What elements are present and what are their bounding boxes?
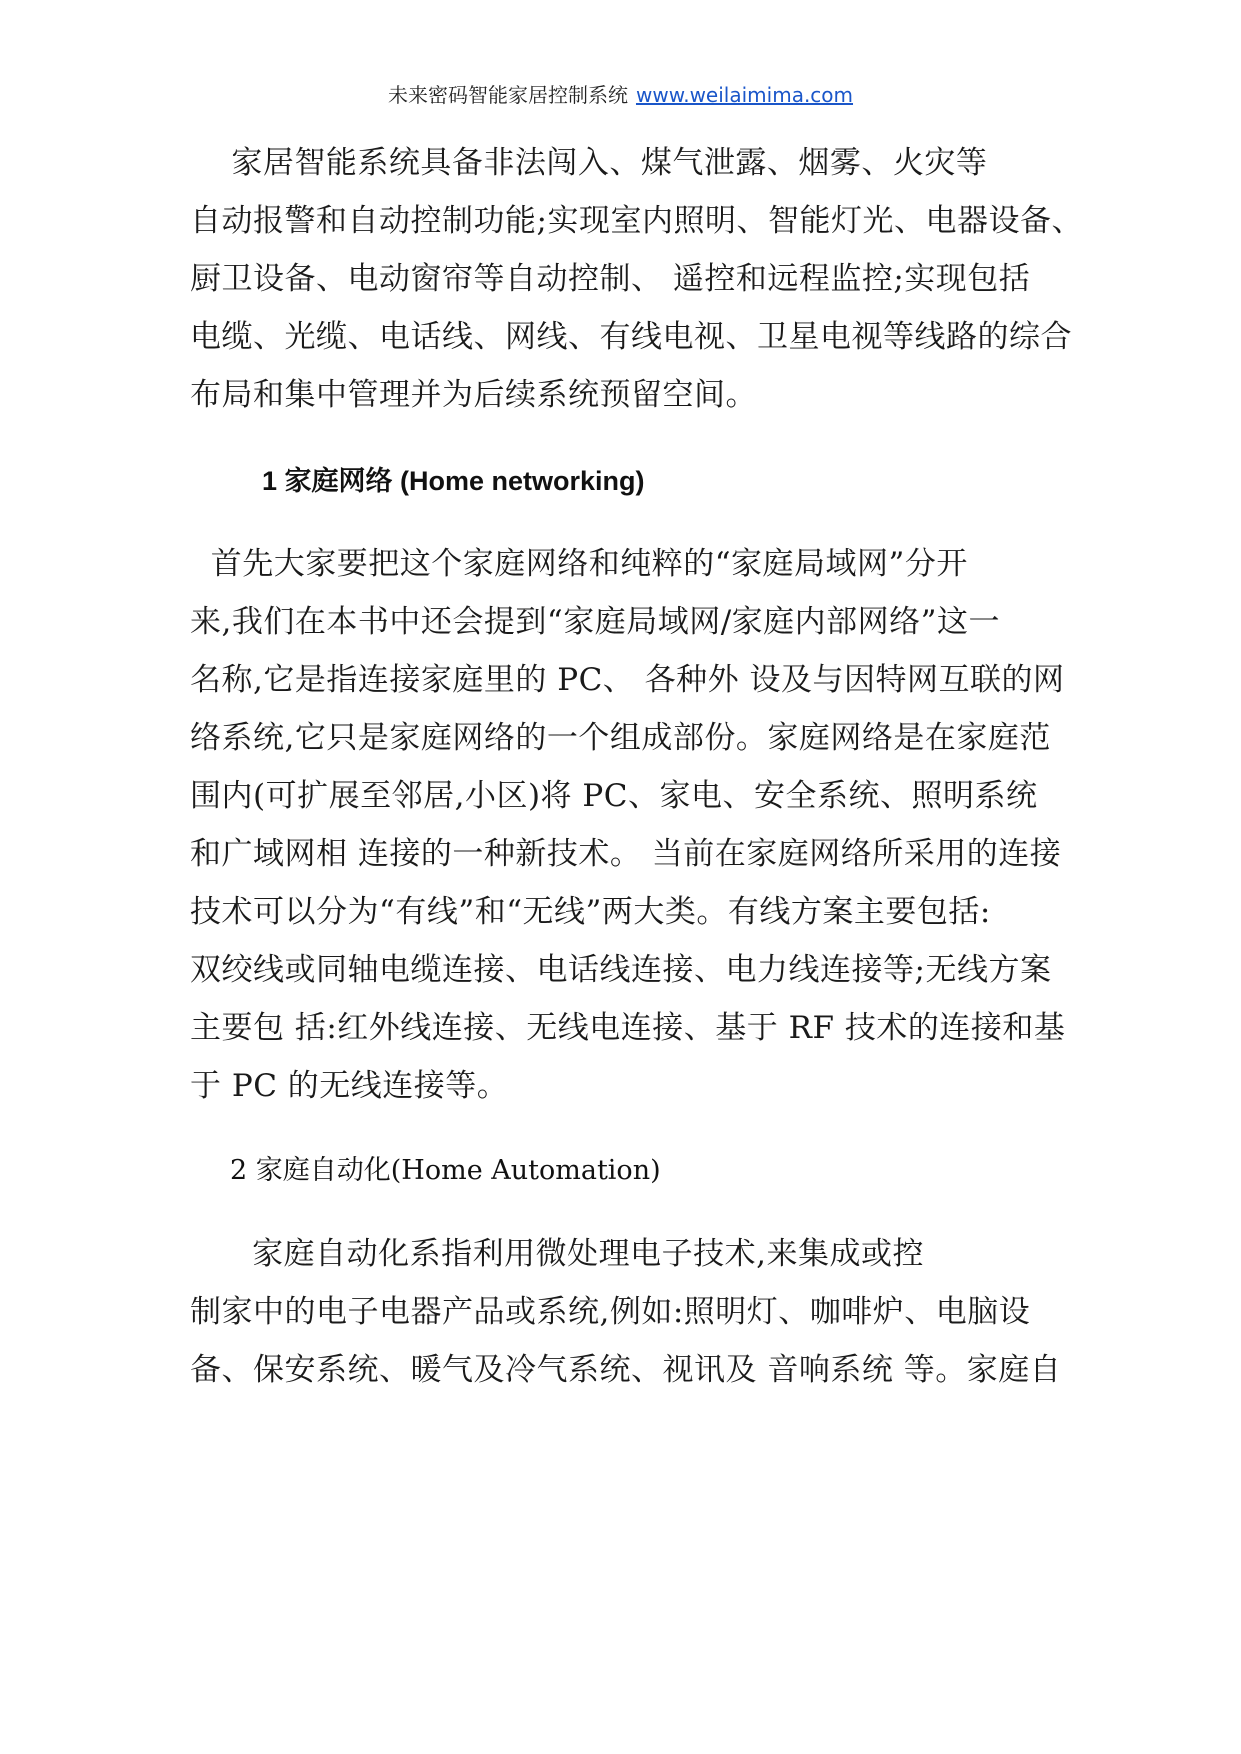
intro-line-4: 电缆、光缆、电话线、网线、有线电视、卫星电视等线路的综合 xyxy=(190,319,1072,355)
section-1-line-10: 于 PC 的无线连接等。 xyxy=(190,1068,509,1104)
intro-line-3: 厨卫设备、电动窗帘等自动控制、 遥控和远程监控;实现包括 xyxy=(190,261,1031,297)
section-1-line-1: 首先大家要把这个家庭网络和纯粹的“家庭局域网”分开 xyxy=(190,546,968,582)
section-1-line-8: 双绞线或同轴电缆连接、电话线连接、电力线连接等;无线方案 xyxy=(190,952,1052,988)
section-1-line-3: 名称,它是指连接家庭里的 PC、 各种外 设及与因特网互联的网 xyxy=(190,662,1065,698)
section-1-line-6: 和广域网相 连接的一种新技术。 当前在家庭网络所采用的连接 xyxy=(190,836,1062,872)
section-1-heading: 1 家庭网络 (Home networking) xyxy=(262,466,645,496)
section-1-line-5: 围内(可扩展至邻居,小区)将 PC、家电、安全系统、照明系统 xyxy=(190,778,1038,814)
intro-line-2: 自动报警和自动控制功能;实现室内照明、智能灯光、电器设备、 xyxy=(190,203,1083,239)
section-1-line-4: 络系统,它只是家庭网络的一个组成部份。家庭网络是在家庭范 xyxy=(190,720,1051,756)
section-1-line-9: 主要包 括:红外线连接、无线电连接、基于 RF 技术的连接和基 xyxy=(190,1010,1066,1046)
section-1-line-2: 来,我们在本书中还会提到“家庭局域网/家庭内部网络”这一 xyxy=(190,604,1000,640)
section-1-line-7: 技术可以分为“有线”和“无线”两大类。有线方案主要包括: xyxy=(190,894,991,930)
intro-line-1: 家居智能系统具备非法闯入、煤气泄露、烟雾、火灾等 xyxy=(190,145,988,181)
section-2-line-2: 制家中的电子电器产品或系统,例如:照明灯、咖啡炉、电脑设 xyxy=(190,1294,1031,1330)
site-url-link[interactable]: www.weilaimima.com xyxy=(635,83,854,107)
site-name: 未来密码智能家居控制系统 xyxy=(387,83,628,107)
section-2-line-3: 备、保安系统、暖气及冷气系统、视讯及 音响系统 等。家庭自 xyxy=(190,1352,1062,1388)
section-2-heading: 2 家庭自动化(Home Automation) xyxy=(230,1155,661,1186)
page-header xyxy=(0,83,1241,107)
intro-line-5: 布局和集中管理并为后续系统预留空间。 xyxy=(190,377,757,413)
section-2-line-1: 家庭自动化系指利用微处理电子技术,来集成或控 xyxy=(190,1236,924,1272)
